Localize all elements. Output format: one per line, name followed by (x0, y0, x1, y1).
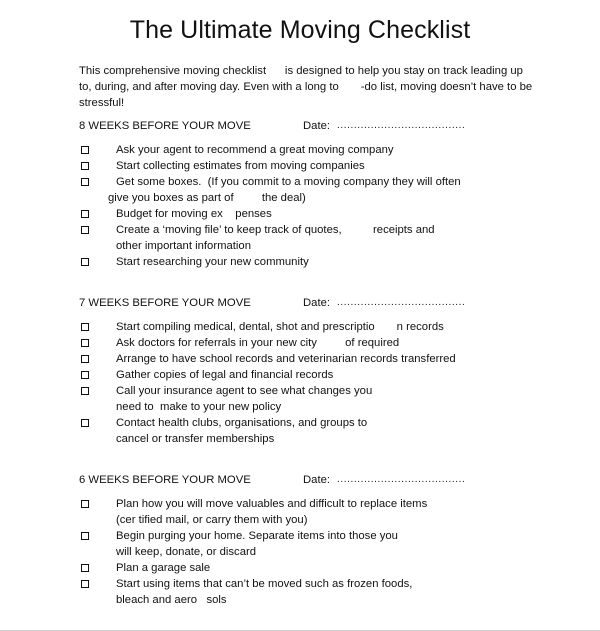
section-heading: 6 WEEKS BEFORE YOUR MOVE (79, 474, 251, 486)
date-fill-line[interactable]: ...................................... (337, 474, 466, 485)
checkbox-icon[interactable] (81, 210, 89, 218)
item-text: Budget for moving ex penses (116, 208, 272, 220)
item-text: Ask doctors for referrals in your new city of required (116, 337, 400, 349)
checklist-item (79, 528, 559, 560)
section-header (79, 297, 559, 313)
checkbox-icon[interactable] (81, 339, 89, 347)
item-text: Call your insurance agent to see what changes you (116, 385, 373, 397)
checkbox-icon[interactable] (81, 564, 89, 572)
checkbox-icon[interactable] (81, 371, 89, 379)
item-text-continued: will keep, donate, or discard (116, 546, 257, 558)
checkbox-icon[interactable] (81, 580, 89, 588)
checkbox-icon[interactable] (81, 162, 89, 170)
checklist-item (79, 415, 559, 447)
item-text-continued: cancel or transfer memberships (116, 433, 275, 445)
checkbox-icon[interactable] (81, 355, 89, 363)
checklist-item (79, 383, 559, 415)
checklist-item (79, 158, 559, 174)
section-header (79, 120, 559, 136)
item-text: Start collecting estimates from moving companies (116, 160, 365, 172)
item-text: Start compiling medical, dental, shot and prescriptio n records (116, 321, 444, 333)
intro-paragraph (79, 63, 539, 111)
checkbox-icon[interactable] (81, 323, 89, 331)
checkbox-icon[interactable] (81, 178, 89, 186)
item-text-continued: other important information (116, 240, 252, 252)
item-text: Gather copies of legal and financial records (116, 369, 334, 381)
checklist-item (79, 367, 559, 383)
item-text: Arrange to have school records and veterinarian records transferred (116, 353, 456, 365)
checklist-item (79, 174, 559, 206)
item-text: Start researching your new community (116, 256, 309, 268)
checklist-item (79, 351, 559, 367)
checkbox-icon[interactable] (81, 419, 89, 427)
checklist-item (79, 206, 559, 222)
checklist-item (79, 560, 559, 576)
section-heading: 8 WEEKS BEFORE YOUR MOVE (79, 120, 251, 132)
item-text: Create a ‘moving file’ to keep track of quotes, receipts and (116, 224, 435, 236)
item-text: Begin purging your home. Separate items into those you (116, 530, 398, 542)
checklist (79, 142, 559, 270)
section-8-weeks (79, 120, 559, 268)
checkbox-icon[interactable] (81, 226, 89, 234)
checkbox-icon[interactable] (81, 258, 89, 266)
section-header (79, 474, 559, 490)
checklist-item (79, 576, 559, 608)
item-text-continued: (cer tified mail, or carry them with you) (116, 514, 308, 526)
item-text: Ask your agent to recommend a great moving company (116, 144, 394, 156)
checkbox-icon[interactable] (81, 500, 89, 508)
checklist (79, 319, 559, 447)
item-text: Plan how you will move valuables and difficult to replace items (116, 498, 428, 510)
item-text-continued: bleach and aero sols (116, 594, 227, 606)
item-text: Contact health clubs, organisations, and groups to (116, 417, 368, 429)
intro-line: to, during, and after moving day. Even with a long to -do list, moving doesn’t have to be (79, 81, 533, 93)
section-6-weeks (79, 474, 559, 606)
checkbox-icon[interactable] (81, 146, 89, 154)
date-label: Date: (303, 297, 331, 309)
intro-line: This comprehensive moving checklist is designed to help you stay on track leading up (79, 65, 523, 77)
checkbox-icon[interactable] (81, 387, 89, 395)
date-fill-line[interactable]: ...................................... (337, 297, 466, 308)
checklist-item (79, 319, 559, 335)
item-text: Get some boxes. (If you commit to a moving company they will often (116, 176, 461, 188)
checkbox-icon[interactable] (81, 532, 89, 540)
intro-line: stressful! (79, 97, 125, 109)
checklist-item (79, 496, 559, 528)
checklist (79, 496, 559, 608)
checklist-item (79, 222, 559, 254)
date-fill-line[interactable]: ...................................... (337, 120, 466, 131)
checklist-item (79, 335, 559, 351)
date-label: Date: (303, 120, 331, 132)
item-text-continued: need to make to your new policy (116, 401, 282, 413)
checklist-item (79, 142, 559, 158)
item-text: Plan a garage sale (116, 562, 211, 574)
checklist-item (79, 254, 559, 270)
page-title: The Ultimate Moving Checklist (129, 16, 471, 44)
date-label: Date: (303, 474, 331, 486)
section-7-weeks (79, 297, 559, 445)
section-heading: 7 WEEKS BEFORE YOUR MOVE (79, 297, 251, 309)
item-text: Start using items that can’t be moved such as frozen foods, (116, 578, 413, 590)
item-text-continued: give you boxes as part of the deal) (108, 192, 306, 204)
